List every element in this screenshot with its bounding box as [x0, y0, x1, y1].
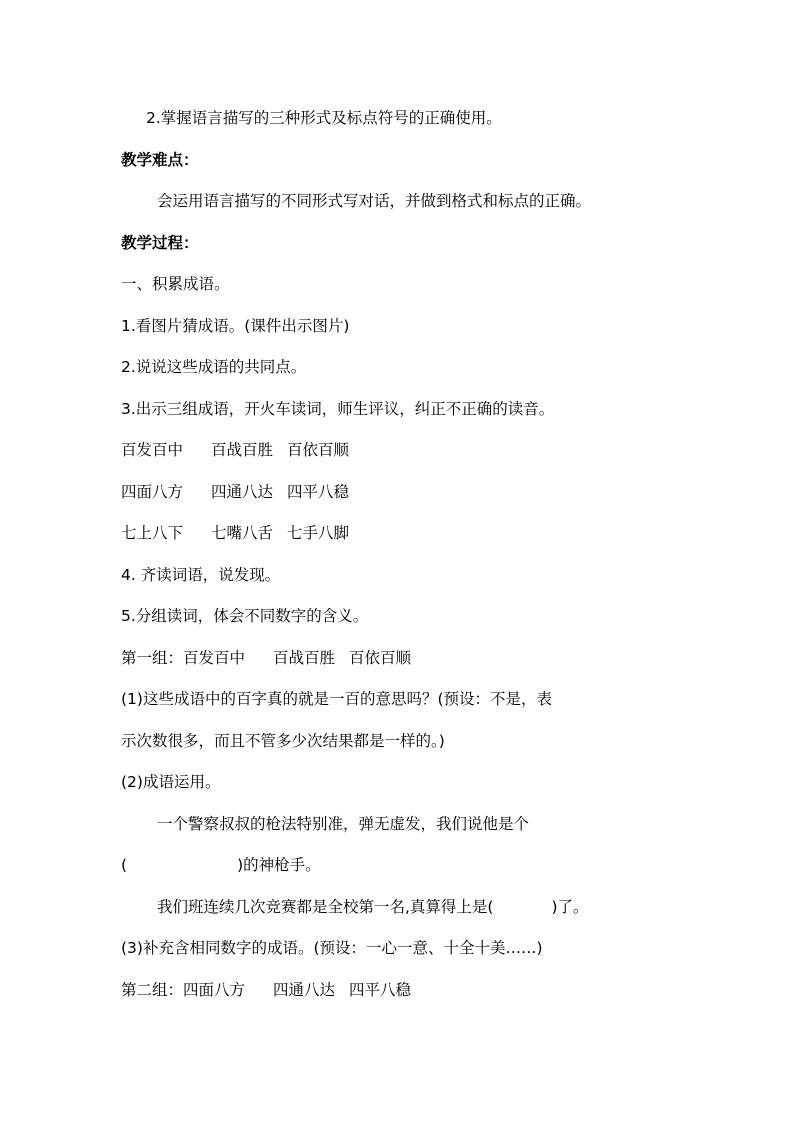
- heading-teaching-difficulty: 教学难点：: [121, 151, 199, 169]
- group-1-label: 第一组：百发百中: [121, 649, 246, 667]
- idiom: 七嘴八舌: [211, 524, 274, 542]
- idiom: 百依百顺: [349, 649, 412, 667]
- question-1-line-1: (1)这些成语中的百字真的就是一百的意思吗？(预设：不是，表: [121, 690, 553, 708]
- idiom: 四平八稳: [349, 981, 412, 999]
- idiom: 百战百胜: [273, 649, 336, 667]
- usage-sentence-2: [157, 896, 717, 918]
- usage-sentence-2-start: 我们班连续几次竞赛都是全校第一名,真算得上是(: [157, 898, 494, 916]
- question-3: (3)补充含相同数字的成语。(预设：一心一意、十全十美……): [121, 939, 543, 957]
- step-2: 2.说说这些成语的共同点。: [121, 358, 307, 376]
- section-accumulate-idioms: 一、积累成语。: [121, 275, 230, 293]
- idiom-row-2: [121, 481, 681, 503]
- heading-teaching-process: 教学过程：: [121, 234, 199, 252]
- step-1: 1.看图片猜成语。(课件出示图片): [121, 317, 350, 335]
- idiom: 四通八达: [273, 981, 336, 999]
- objective-line-2: 2.掌握语言描写的三种形式及标点符号的正确使用。: [146, 109, 502, 127]
- idiom-row-1: [121, 439, 681, 461]
- idiom: 四通八达: [211, 483, 274, 501]
- question-1-line-2: 示次数很多，而且不管多少次结果都是一样的。): [121, 732, 445, 750]
- step-5: 5.分组读词，体会不同数字的含义。: [121, 607, 369, 625]
- usage-sentence-2-end: )了。: [551, 898, 589, 916]
- usage-sentence-1-blank: [121, 854, 681, 876]
- idiom: 七手八脚: [287, 524, 350, 542]
- step-4: 4. 齐读词语，说发现。: [121, 566, 281, 584]
- open-paren: (: [121, 856, 128, 874]
- question-2: (2)成语运用。: [121, 773, 221, 791]
- idiom: 七上八下: [121, 524, 184, 542]
- idiom: 百依百顺: [287, 441, 350, 459]
- idiom: 四面八方: [121, 483, 184, 501]
- idiom: 百战百胜: [211, 441, 274, 459]
- group-2-line: [121, 979, 681, 1001]
- idiom-row-3: [121, 522, 681, 544]
- usage-sentence-1-end: )的神枪手。: [237, 856, 321, 874]
- step-3: 3.出示三组成语，开火车读词，师生评议，纠正不正确的读音。: [121, 400, 555, 418]
- group-1-line: [121, 647, 681, 669]
- group-2-label: 第二组：四面八方: [121, 981, 246, 999]
- idiom: 百发百中: [121, 441, 184, 459]
- difficulty-text: 会运用语言描写的不同形式写对话，并做到格式和标点的正确。: [157, 192, 592, 210]
- usage-sentence-1: 一个警察叔叔的枪法特别准，弹无虚发，我们说他是个: [157, 815, 530, 833]
- idiom: 四平八稳: [287, 483, 350, 501]
